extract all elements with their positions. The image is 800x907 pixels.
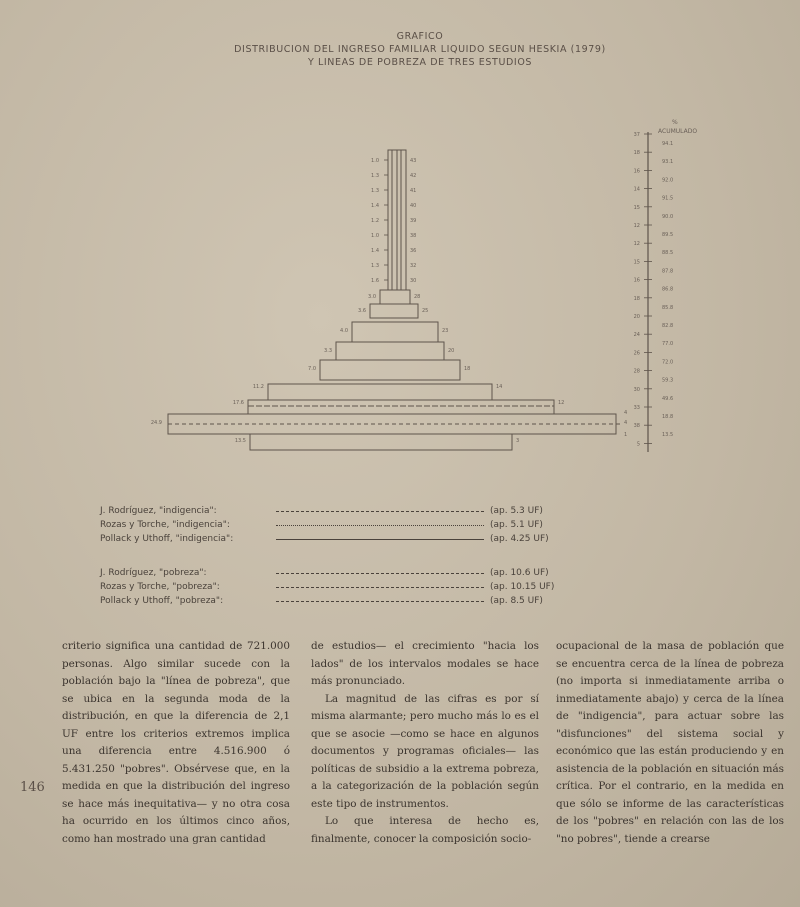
- scale-value: 72.0: [662, 359, 674, 366]
- legend-line-swatch: [276, 573, 484, 574]
- chart-title-line1: GRAFICO: [396, 31, 444, 42]
- pyramid-left-label: 1.3: [371, 188, 379, 194]
- text-column-2: [311, 638, 539, 848]
- scale-tick-label: 12: [633, 223, 640, 229]
- pyramid-right-label: 38: [410, 233, 417, 239]
- pyramid-left-label: 24.9: [150, 420, 162, 426]
- legend-value: (ap. 8.5 UF): [490, 596, 543, 606]
- legend-item: [100, 518, 570, 532]
- pyramid-bar: [336, 342, 444, 360]
- pyramid-bar: [248, 400, 554, 414]
- legend-value: (ap. 5.3 UF): [490, 506, 543, 516]
- pyramid-right-label: 4: [624, 410, 628, 416]
- scale-header-percent: %: [672, 119, 678, 126]
- scale-value: 59.3: [662, 377, 674, 384]
- pyramid-left-label: 3.3: [324, 348, 332, 354]
- scale-value: 92.0: [662, 177, 674, 184]
- scale-value: 13.5: [662, 432, 674, 439]
- legend-item: [100, 504, 570, 518]
- scale-tick-label: 15: [633, 204, 640, 211]
- scale-tick-label: 16: [633, 277, 640, 284]
- legend-line-swatch: [276, 511, 484, 512]
- pyramid-right-label: 18: [464, 366, 471, 372]
- pyramid-right-label: 42: [410, 173, 417, 179]
- scale-tick-label: 37: [633, 132, 640, 138]
- paragraph: La magnitud de las cifras es por sí misma alarmante; pero mucho más lo es el que se asocie —como se hace en algunos documentos y programas oficiales— las políticas de subsidio a la extrema pobreza, a la categorización de la población según este tipo de instrumentos.: [311, 692, 539, 810]
- legend-pobreza: [100, 566, 570, 608]
- pyramid-right-label: 36: [410, 248, 417, 254]
- scale-value: 93.1: [662, 159, 674, 166]
- scale-tick-label: 18: [633, 295, 640, 302]
- pyramid-right-label: 14: [496, 384, 503, 390]
- legend-value: (ap. 5.1 UF): [490, 520, 543, 530]
- pyramid-left-label: 1.0: [371, 158, 379, 164]
- legend-label: Rozas y Torche, "pobreza":: [100, 582, 220, 592]
- legend-item: [100, 532, 570, 546]
- scale-value: 91.5: [662, 195, 674, 202]
- scale-value: 49.6: [662, 395, 674, 402]
- pyramid-left-label: 11.2: [252, 384, 264, 390]
- pyramid-bar: [380, 290, 410, 304]
- pyramid-right-label: 12: [558, 400, 565, 406]
- pyramid-left-label: 1.6: [371, 278, 379, 284]
- scale-tick-label: 28: [633, 368, 640, 375]
- pyramid-left-label: 1.4: [371, 248, 379, 254]
- legend-label: J. Rodríguez, "pobreza":: [100, 568, 207, 578]
- pyramid-left-label: 13.5: [234, 438, 246, 444]
- paragraph: ocupacional de la masa de población que se encuentra cerca de la línea de pobreza (no importa si inmediatamente arriba o inmediatamente abajo) y cerca de la línea de "indigencia", para actuar sobre las "disfunciones" del sistema social y económico que las están produciendo y en asistencia de la población en situación más crítica. Por el contrario, en la medida en que sólo se informe de las características de los "pobres" en relación con las de los "no pobres", tiende a crearse: [556, 640, 784, 845]
- scale-value: 94.1: [662, 141, 674, 147]
- pyramid-left-label: 1.3: [371, 173, 379, 179]
- pyramid-right-label: 4: [624, 420, 628, 426]
- scale-header-acumulado: ACUMULADO: [658, 128, 698, 135]
- pyramid-left-label: 1.4: [371, 203, 379, 209]
- scale-tick-label: 16: [633, 168, 640, 175]
- pyramid-right-label: 20: [448, 348, 455, 354]
- pyramid-bar: [250, 434, 512, 450]
- pyramid-bar: [320, 360, 460, 380]
- pyramid-bar: [352, 322, 438, 342]
- scale-value: 90.0: [662, 213, 674, 220]
- pyramid-bar: [268, 384, 492, 400]
- chart-title-line2: DISTRIBUCION DEL INGRESO FAMILIAR LIQUIDO SEGUN HESKIA (1979): [234, 44, 606, 55]
- pyramid-right-label: 32: [410, 263, 417, 269]
- scale-value: 87.8: [662, 268, 674, 275]
- pyramid-right-label: 28: [414, 294, 421, 300]
- scale-tick-label: 12: [633, 241, 640, 248]
- text-column-1: [62, 638, 290, 848]
- pyramid-left-label: 1.0: [371, 233, 379, 239]
- chart-title-line3: Y LINEAS DE POBREZA DE TRES ESTUDIOS: [307, 57, 533, 68]
- pyramid-right-label: 30: [410, 278, 417, 284]
- pyramid-left-label: 17.6: [232, 400, 244, 406]
- scale-tick-label: 38: [633, 423, 640, 430]
- scale-tick-label: 14: [633, 186, 640, 193]
- paragraph: de estudios— el crecimiento "hacia los lados" de los intervalos modales se hace más pronunciado.: [311, 640, 539, 687]
- pyramid-left-label: 3.6: [358, 308, 366, 314]
- scale-tick-label: 30: [633, 386, 640, 393]
- pyramid-right-label: 40: [410, 203, 417, 209]
- legend-label: Pollack y Uthoff, "pobreza":: [100, 596, 224, 606]
- scale-tick-label: 24: [633, 332, 640, 339]
- scale-value: 86.8: [662, 286, 674, 293]
- legend-label: J. Rodríguez, "indigencia":: [100, 506, 217, 516]
- pyramid-left-label: 3.0: [368, 294, 376, 300]
- scale-tick-label: 15: [633, 259, 640, 266]
- scale-value: 88.5: [662, 250, 674, 257]
- paragraph: Lo que interesa de hecho es, finalmente, conocer la composición socio-: [311, 815, 539, 845]
- pyramid-left-label: 1.2: [371, 218, 379, 224]
- paragraph: criterio significa una cantidad de 721.000 personas. Algo similar sucede con la población bajo la "línea de pobreza", que se ubica en la segunda moda de la distribución, en que la diferencia de 2,1 UF entre los criterios extremos implica una diferencia entre 4.516.900 ó 5.431.250 "pobres". Obsérvese que, en la medida en que la distribución del ingreso se hace más inequitativa— y no otra cosa ha ocurrido en los últimos cinco años, como han mostrado una gran cantidad: [62, 640, 290, 845]
- legend-line-swatch: [276, 539, 484, 540]
- scale-tick-label: 5: [636, 441, 640, 448]
- pyramid-bar: [370, 304, 418, 318]
- legend-item: [100, 566, 570, 580]
- legend-value: (ap. 4.25 UF): [490, 534, 549, 544]
- scale-tick-label: 18: [633, 150, 640, 157]
- scale-tick-label: 26: [633, 350, 640, 357]
- legend-indigencia: [100, 504, 570, 546]
- pyramid-right-label: 43: [410, 158, 417, 164]
- pyramid-left-label: 7.0: [308, 366, 316, 372]
- text-column-3: [556, 638, 784, 848]
- pyramid-right-label: 3: [516, 438, 520, 444]
- legend-line-swatch: [276, 587, 484, 588]
- scale-tick-label: 33: [633, 405, 640, 411]
- scale-value: 82.8: [662, 323, 674, 329]
- scale-value: 18.8: [662, 414, 674, 420]
- legend-value: (ap. 10.6 UF): [490, 568, 549, 578]
- pyramid-right-label: 25: [422, 308, 429, 314]
- pyramid-left-label: 1.3: [371, 263, 379, 269]
- pyramid-right-label: 39: [410, 218, 417, 224]
- pyramid-right-label: 41: [410, 188, 417, 194]
- legend-item: [100, 594, 570, 608]
- scale-value: 89.5: [662, 232, 674, 238]
- scale-value: 77.0: [662, 341, 674, 348]
- legend-label: Pollack y Uthoff, "indigencia":: [100, 534, 234, 544]
- pyramid-right-label: 1: [624, 432, 628, 438]
- scale-value: 85.8: [662, 304, 674, 311]
- legend-value: (ap. 10.15 UF): [490, 582, 555, 592]
- pyramid-right-label: 23: [442, 328, 449, 334]
- legend-item: [100, 580, 570, 594]
- legend-line-swatch: [276, 525, 484, 526]
- page-number: 146: [20, 780, 45, 795]
- scale-tick-label: 20: [633, 314, 640, 320]
- legend-line-swatch: [276, 601, 484, 602]
- legend-label: Rozas y Torche, "indigencia":: [100, 520, 230, 530]
- pyramid-left-label: 4.0: [340, 328, 348, 334]
